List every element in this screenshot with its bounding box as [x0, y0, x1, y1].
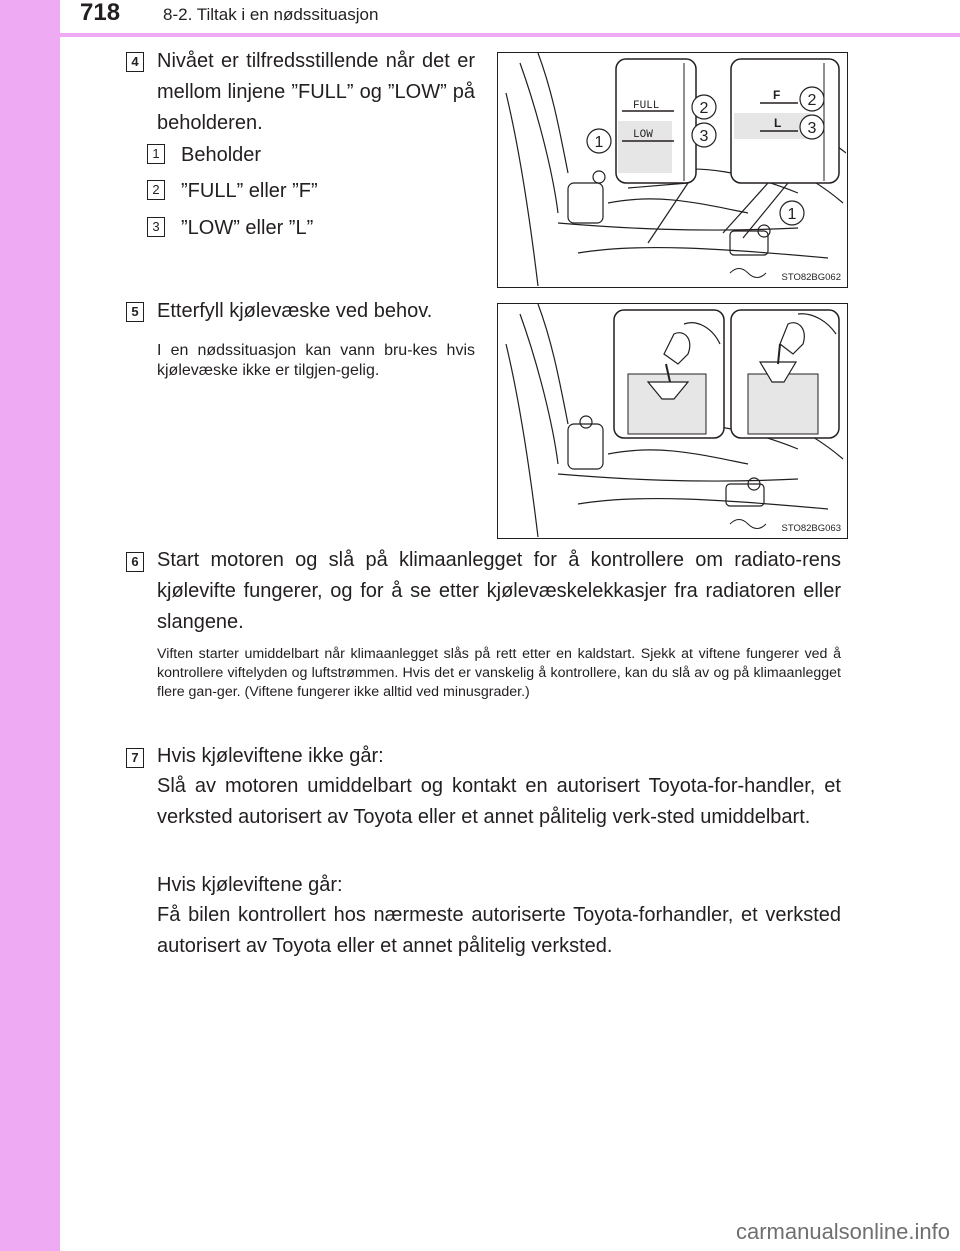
fig-callout-2b: 2: [807, 92, 817, 109]
coolant-level-figure: [497, 52, 848, 288]
callout-1-label: Beholder: [181, 144, 262, 166]
figure-code-062: STO82BG062: [781, 272, 841, 283]
coolant-level-illustration: [498, 53, 846, 286]
step-4-badge: 4: [126, 52, 144, 72]
fig-callout-1a: 1: [594, 134, 604, 151]
step-5-note: I en nødssituasjon kan vann bru-kes hvis kjølevæske ikke er tilgjen-gelig.: [157, 342, 475, 379]
section-title: 8-2. Tiltak i en nødssituasjon: [163, 5, 379, 24]
fig-full-label: FULL: [633, 100, 660, 112]
callout-2-label: ”FULL” eller ”F”: [181, 180, 318, 202]
coolant-refill-figure: [497, 303, 848, 539]
step-6-note: Viften starter umiddelbart når klimaanlegget slås på rett etter en kaldstart. Sjekk at viftene fungerer ved å kontrollere viftelyden og luftstrømmen. Hvis det er vanskelig å kontrollere, kan du slå av og på klimaanlegget flere gan-ger. (Viftene fungerer ikke alltid ved minusgrader.): [157, 646, 841, 700]
fig-f-label: F: [773, 88, 781, 102]
fig-low-label: LOW: [633, 129, 653, 141]
step-7-text-1: Slå av motoren umiddelbart og kontakt en autorisert Toyota-for-handler, et verksted autorisert av Toyota eller et annet pålitelig verk-sted umiddelbart.: [157, 775, 841, 828]
step-5-badge: 5: [126, 302, 144, 322]
step-7-badge: 7: [126, 748, 144, 768]
fig-l-label: L: [774, 116, 782, 130]
step-5-text: Etterfyll kjølevæske ved behov.: [157, 300, 433, 322]
callout-3-badge: 3: [147, 217, 165, 237]
page-sidebar: [0, 0, 60, 1251]
step-6-text: Start motoren og slå på klimaanlegget for å kontrollere om radiato-rens kjølevifte fungerer, og for å se etter kjølevæskelekkasjer fra radiatoren eller slangene.: [157, 549, 841, 633]
fig-callout-3b: 3: [807, 120, 817, 137]
step-7-text-2: Få bilen kontrollert hos nærmeste autoriserte Toyota-forhandler, et verksted autorisert av Toyota eller et annet pålitelig verksted.: [157, 904, 841, 957]
callout-2-badge: 2: [147, 180, 165, 200]
page-number: 718: [80, 0, 121, 26]
header-divider: [0, 33, 960, 37]
fig-callout-3a: 3: [699, 128, 709, 145]
watermark[interactable]: carmanualsonline.info: [735, 1219, 950, 1244]
step-4-text: Nivået er tilfredsstillende når det er mellom linjene ”FULL” og ”LOW” på beholderen.: [157, 50, 475, 134]
callout-3-label: ”LOW” eller ”L”: [181, 217, 314, 239]
step-7-heading-2: Hvis kjøleviftene går:: [157, 874, 343, 896]
callout-1-badge: 1: [147, 144, 165, 164]
fig-callout-1b: 1: [787, 206, 797, 223]
figure-code-063: STO82BG063: [781, 523, 841, 534]
fig-callout-2a: 2: [699, 100, 709, 117]
step-6-badge: 6: [126, 552, 144, 572]
step-7-heading-1: Hvis kjøleviftene ikke går:: [157, 745, 384, 767]
coolant-refill-illustration: [498, 304, 846, 537]
